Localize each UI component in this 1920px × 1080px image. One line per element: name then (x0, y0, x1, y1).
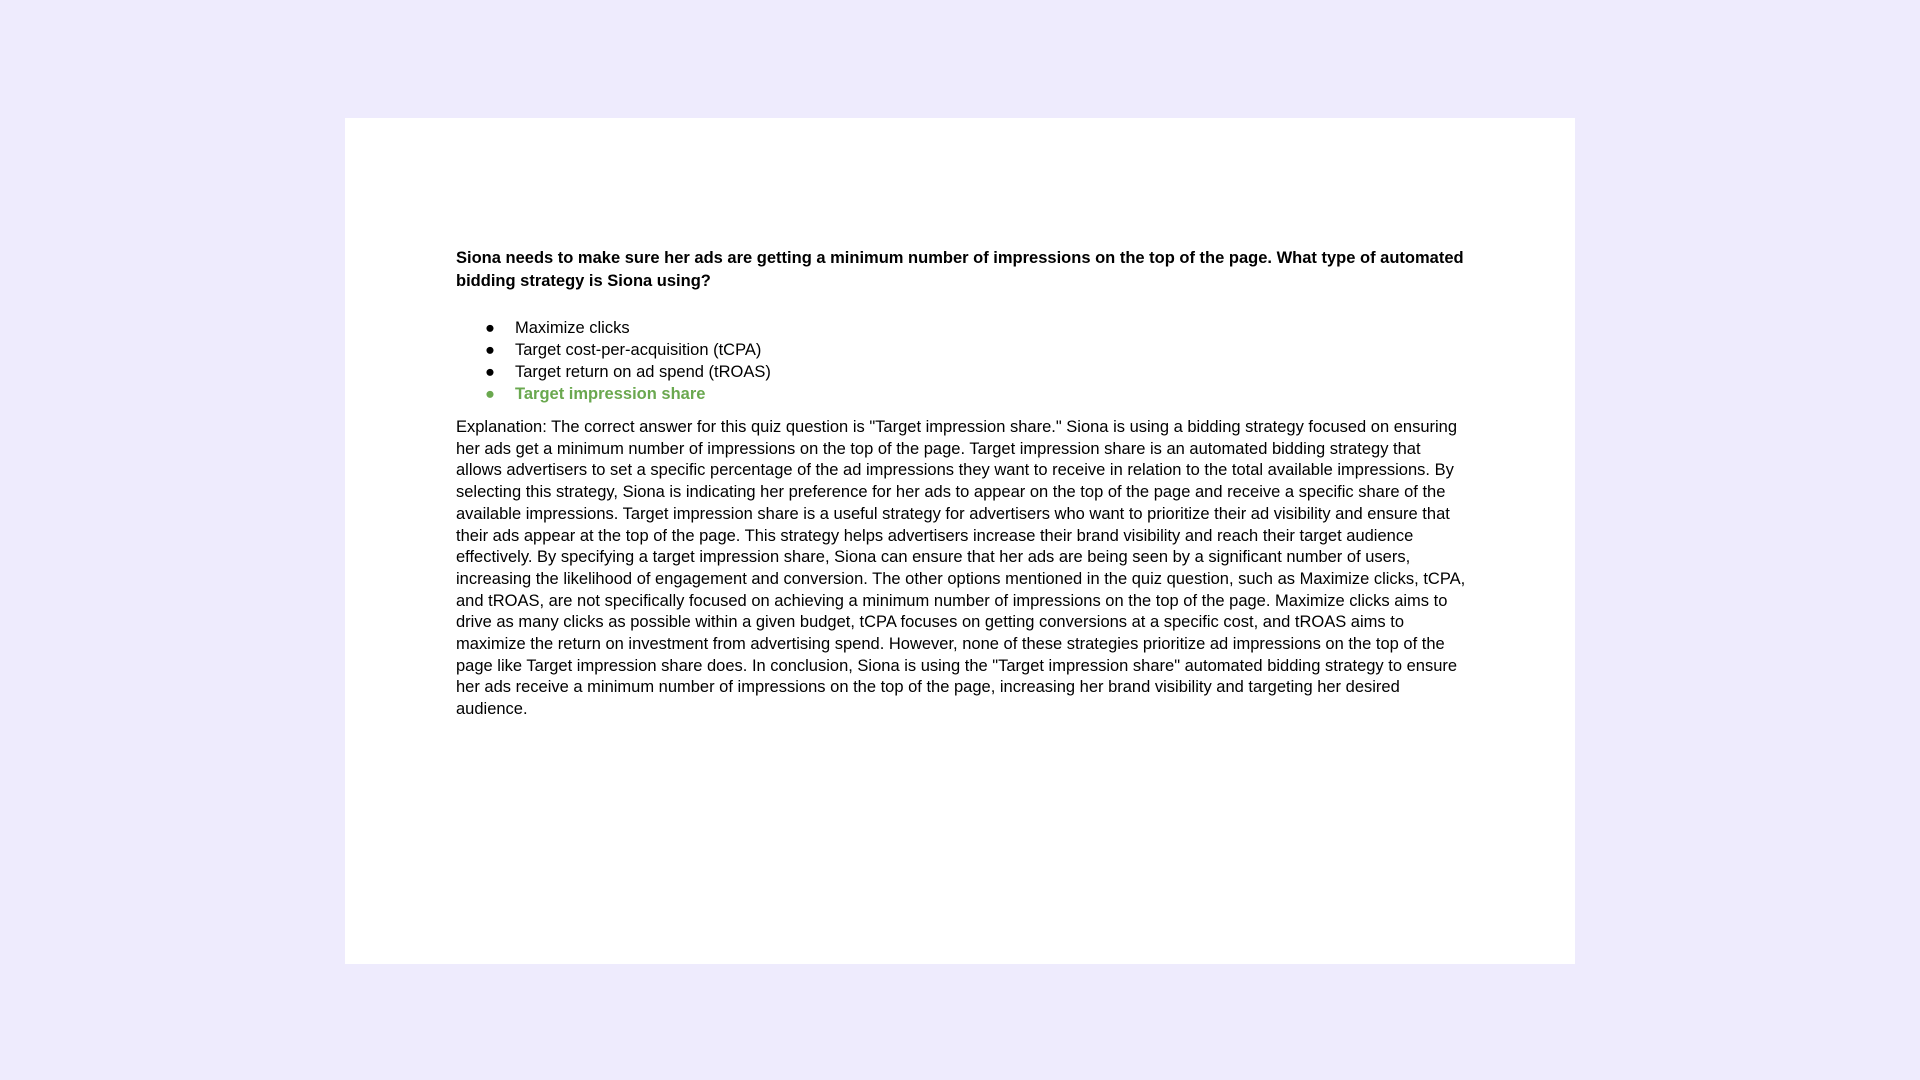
document-content (456, 247, 1466, 721)
answer-option-label: Target impression share (515, 385, 706, 403)
answer-option (456, 339, 1466, 361)
bullet-icon: ● (485, 363, 495, 381)
answer-option (456, 361, 1466, 383)
bullet-icon: ● (485, 341, 495, 359)
correct-answer-option (456, 383, 1466, 405)
question-text: Siona needs to make sure her ads are getting a minimum number of impressions on the top of the page. What type of automated bidding strategy is Siona using? (456, 249, 1464, 290)
answer-option (456, 317, 1466, 339)
document-page (345, 118, 1575, 964)
answer-options-list (456, 317, 1466, 405)
answer-option-label: Maximize clicks (515, 319, 630, 337)
bullet-icon: ● (485, 319, 495, 337)
answer-option-label: Target cost-per-acquisition (tCPA) (515, 341, 762, 359)
answer-option-label: Target return on ad spend (tROAS) (515, 363, 771, 381)
explanation-text: Explanation: The correct answer for this quiz question is "Target impression share." Siona is using a bidding strategy focused on ensuring her ads get a minimum number of impressions on the top of the page. Target impression share is an automated bidding strategy that allows advertisers to set a specific percentage of the ad impressions they want to receive in relation to the total available impressions. By selecting this strategy, Siona is indicating her preference for her ads to appear on the top of the page and receive a specific share of the available impressions. Target impression share is a useful strategy for advertisers who want to prioritize their ad visibility and ensure that their ads appear at the top of the page. This strategy helps advertisers increase their brand visibility and reach their target audience effectively. By specifying a target impression share, Siona can ensure that her ads are being seen by a significant number of users, increasing the likelihood of engagement and conversion. The other options mentioned in the quiz question, such as Maximize clicks, tCPA, and tROAS, are not specifically focused on achieving a minimum number of impressions on the top of the page. Maximize clicks aims to drive as many clicks as possible within a given budget, tCPA focuses on getting conversions at a specific cost, and tROAS aims to maximize the return on investment from advertising spend. However, none of these strategies prioritize ad impressions on the top of the page like Target impression share does. In conclusion, Siona is using the "Target impression share" automated bidding strategy to ensure her ads receive a minimum number of impressions on the top of the page, increasing her brand visibility and targeting her desired audience. (456, 418, 1466, 719)
bullet-icon: ● (485, 385, 495, 403)
